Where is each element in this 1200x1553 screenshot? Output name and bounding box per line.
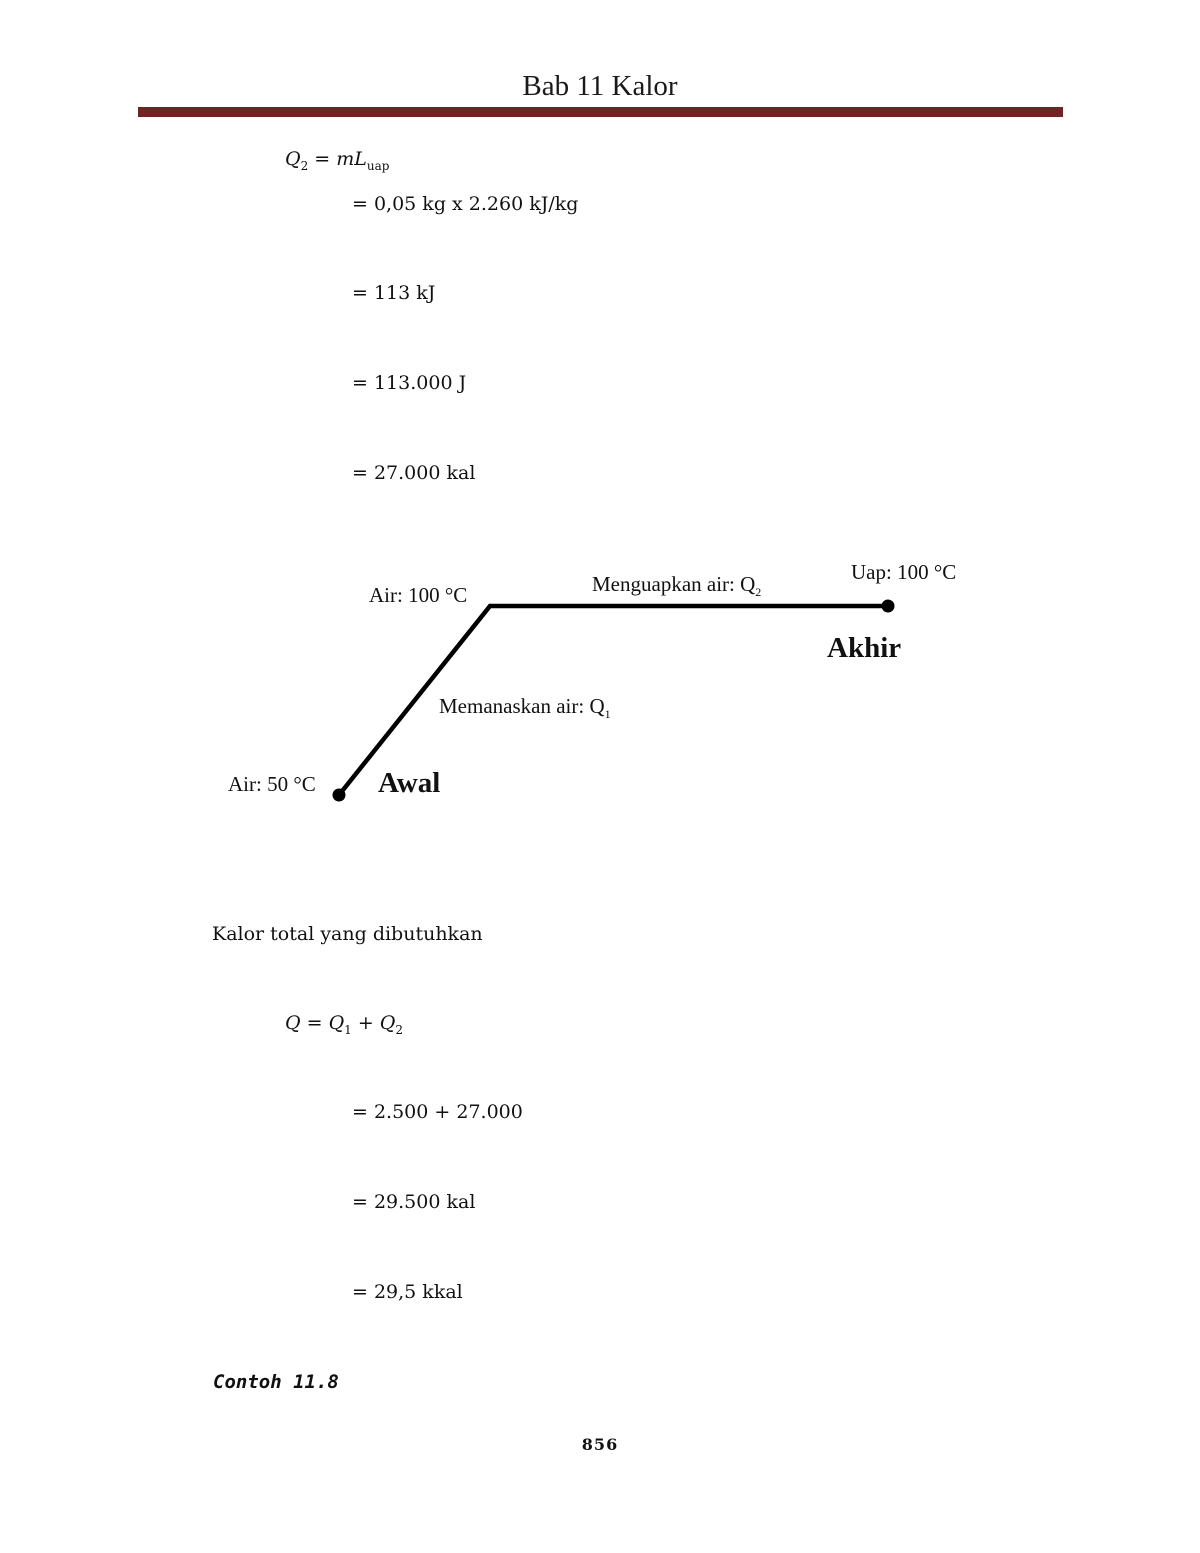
total-q1-symbol: Q [328,1012,345,1034]
mid-temp-label: Air: 100 °C [369,583,468,607]
q2-step-1: = 0,05 kg x 2.260 kJ/kg [352,193,579,215]
heating-label [439,694,611,722]
q2-step-2: = 113 kJ [352,282,436,304]
start-point-dot [333,789,346,802]
heating-label-text: Memanaskan air: Q [439,694,605,718]
q2-symbol-sub: 2 [300,158,309,173]
total-intro: Kalor total yang dibutuhkan [212,923,483,945]
end-temp-label: Uap: 100 °C [851,560,957,584]
total-step-2: = 29.500 kal [352,1191,476,1213]
evaporating-label-text: Menguapkan air: Q [592,572,756,596]
total-step-3: = 29,5 kkal [352,1281,463,1303]
end-label: Akhir [827,632,902,664]
start-temp-label: Air: 50 °C [228,772,316,796]
q2-step-4: = 27.000 kal [352,462,476,484]
page-number: 856 [581,1435,619,1454]
evaporating-label [592,572,761,600]
total-q2-sub: 2 [395,1022,404,1037]
q2-step-3: = 113.000 J [352,372,467,394]
q2-symbol: Q [285,148,301,170]
total-q-symbol: Q [285,1012,301,1034]
start-label: Awal [378,767,441,799]
total-formula [285,1012,403,1037]
end-point-dot [882,600,895,613]
total-plus: + [351,1012,380,1034]
q2-expr: mL [336,148,367,170]
chapter-title: Bab 11 Kalor [522,70,678,102]
total-step-1: = 2.500 + 27.000 [352,1101,523,1123]
total-q2-symbol: Q [379,1012,396,1034]
evaporating-label-sub: 2 [755,585,762,600]
q2-equals: = [308,148,337,170]
example-heading: Contoh 11.8 [213,1371,339,1393]
heating-label-sub: 1 [604,707,611,722]
q2-expr-sub: uap [366,158,390,173]
total-equals: = [300,1012,329,1034]
total-q1-sub: 1 [344,1022,352,1037]
